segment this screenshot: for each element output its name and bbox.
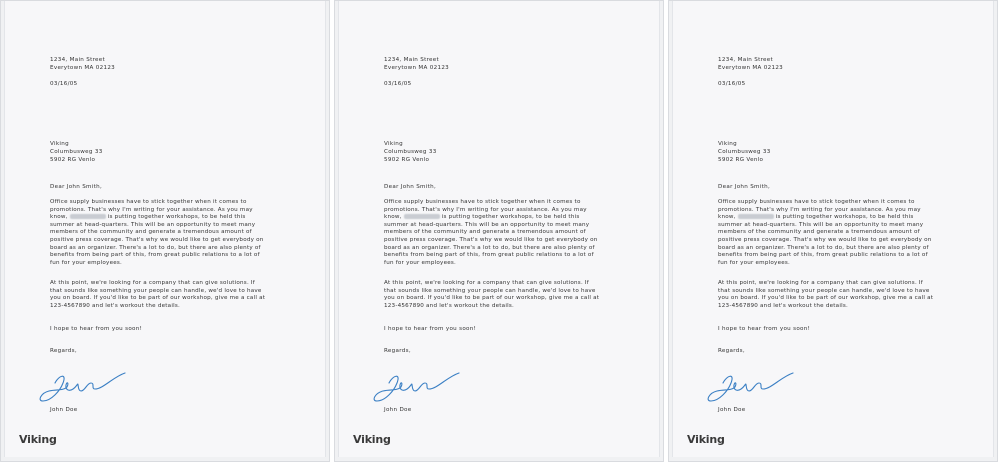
sleeve-1: [0, 0, 330, 462]
recipient-name: Viking: [718, 141, 737, 147]
letter-date: 03/16/05: [718, 81, 746, 87]
recipient-city: 5902 RG Venlo: [384, 157, 430, 163]
body-paragraph-2: At this point, we're looking for a company that can give solutions. If that sounds like something your people can handle, we'd love to have you on board. If you'd like to be part of our workshop, give me a call at 123-4567890 and let's workout the details.: [50, 280, 266, 309]
closing-line: I hope to hear from you soon!: [50, 326, 143, 332]
regards: Regards,: [384, 348, 411, 354]
sender-address: [718, 56, 783, 72]
redacted-name: [404, 214, 440, 219]
salutation: Dear John Smith,: [718, 184, 771, 190]
signer-name: John Doe: [50, 407, 78, 413]
sender-address: [384, 56, 449, 72]
body-paragraph-1: [384, 199, 602, 267]
signature: [701, 361, 801, 407]
recipient-street: Columbusweg 33: [384, 149, 437, 155]
regards: Regards,: [718, 348, 745, 354]
sleeve-3: [668, 0, 998, 462]
paragraph-1-end: is putting together workshops, to be held this summer at head-quarters. This will be an opportunity to meet many members of the community and generate a tremendous amount of positive press coverage. That's why we would like to get everybody on board as an organizer. There's a lot to do, but there are also plenty of benefits from being part of this, from great public relations to a lot of fun for your employees.: [384, 214, 598, 266]
letter-date: 03/16/05: [50, 81, 78, 87]
viking-logo: Viking: [353, 433, 391, 446]
sender-street: 1234, Main Street: [50, 57, 106, 63]
body-paragraph-1: [718, 199, 936, 267]
sender-street: 1234, Main Street: [718, 57, 774, 63]
recipient-name: Viking: [384, 141, 403, 147]
paragraph-1-start: Office supply businesses have to stick together when it comes to promotions. That's why I'm writing for your assistance. As you may know,: [718, 199, 921, 221]
viking-logo: Viking: [19, 433, 57, 446]
recipient-address: [384, 140, 437, 164]
recipient-name: Viking: [50, 141, 69, 147]
recipient-street: Columbusweg 33: [718, 149, 771, 155]
recipient-city: 5902 RG Venlo: [50, 157, 96, 163]
paragraph-1-start: Office supply businesses have to stick together when it comes to promotions. That's why I'm writing for your assistance. As you may know,: [50, 199, 253, 221]
sender-city: Everytown MA 02123: [718, 65, 784, 71]
signature: [367, 361, 467, 407]
letter-sheet-3: [673, 1, 993, 457]
regards: Regards,: [50, 348, 77, 354]
sleeve-2: [334, 0, 664, 462]
signature: [33, 361, 133, 407]
body-paragraph-2: At this point, we're looking for a company that can give solutions. If that sounds like something your people can handle, we'd love to have you on board. If you'd like to be part of our workshop, give me a call at 123-4567890 and let's workout the details.: [718, 280, 934, 309]
closing-line: I hope to hear from you soon!: [718, 326, 811, 332]
letter-date: 03/16/05: [384, 81, 412, 87]
sender-street: 1234, Main Street: [384, 57, 440, 63]
redacted-name: [70, 214, 106, 219]
viking-logo: Viking: [687, 433, 725, 446]
salutation: Dear John Smith,: [384, 184, 437, 190]
paragraph-1-end: is putting together workshops, to be held this summer at head-quarters. This will be an opportunity to meet many members of the community and generate a tremendous amount of positive press coverage. That's why we would like to get everybody on board as an organizer. There's a lot to do, but there are also plenty of benefits from being part of this, from great public relations to a lot of fun for your employees.: [50, 214, 264, 266]
sender-city: Everytown MA 02123: [384, 65, 450, 71]
recipient-street: Columbusweg 33: [50, 149, 103, 155]
letter-sheet-2: [339, 1, 659, 457]
salutation: Dear John Smith,: [50, 184, 103, 190]
body-paragraph-2: At this point, we're looking for a company that can give solutions. If that sounds like something your people can handle, we'd love to have you on board. If you'd like to be part of our workshop, give me a call at 123-4567890 and let's workout the details.: [384, 280, 600, 309]
signer-name: John Doe: [384, 407, 412, 413]
letter-sheet-1: [5, 1, 325, 457]
recipient-city: 5902 RG Venlo: [718, 157, 764, 163]
recipient-address: [718, 140, 771, 164]
sender-address: [50, 56, 115, 72]
redacted-name: [738, 214, 774, 219]
recipient-address: [50, 140, 103, 164]
paragraph-1-start: Office supply businesses have to stick together when it comes to promotions. That's why I'm writing for your assistance. As you may know,: [384, 199, 587, 221]
body-paragraph-1: [50, 199, 268, 267]
sender-city: Everytown MA 02123: [50, 65, 116, 71]
closing-line: I hope to hear from you soon!: [384, 326, 477, 332]
paragraph-1-end: is putting together workshops, to be held this summer at head-quarters. This will be an opportunity to meet many members of the community and generate a tremendous amount of positive press coverage. That's why we would like to get everybody on board as an organizer. There's a lot to do, but there are also plenty of benefits from being part of this, from great public relations to a lot of fun for your employees.: [718, 214, 932, 266]
signer-name: John Doe: [718, 407, 746, 413]
